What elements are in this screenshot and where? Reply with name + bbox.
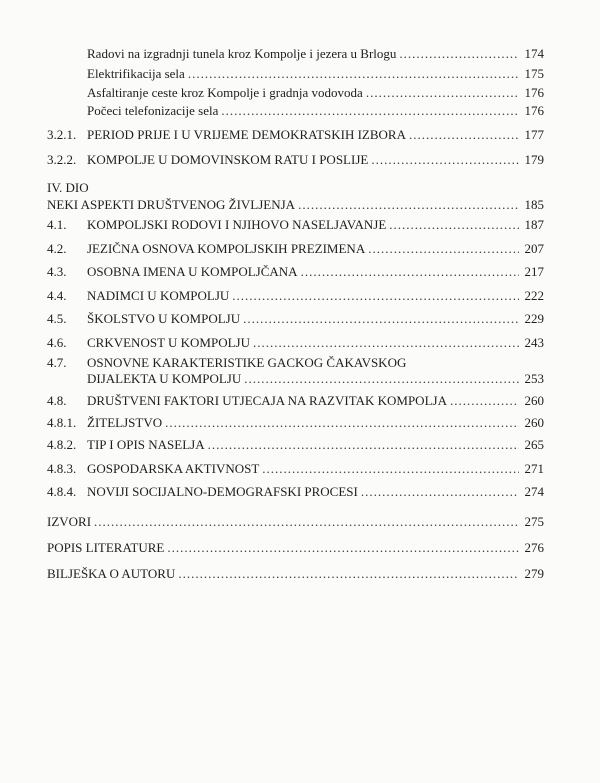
toc-entry-page: 175 xyxy=(524,66,544,81)
toc-entry-number: 4.2. xyxy=(47,241,67,256)
leader-dots xyxy=(361,483,519,501)
toc-entry-title: Počeci telefonizacije sela xyxy=(87,103,219,118)
leader-dots xyxy=(253,334,519,352)
toc-entry xyxy=(47,436,544,454)
toc-entry-page: 253 xyxy=(524,371,544,386)
toc-entry-title: IZVORI xyxy=(47,514,92,529)
toc-entry-number: 3.2.1. xyxy=(47,127,77,142)
toc-entry xyxy=(47,392,544,410)
leader-dots xyxy=(366,84,519,102)
toc-entry-page: 176 xyxy=(524,103,544,118)
toc-entry-page: 176 xyxy=(524,85,544,100)
leader-dots xyxy=(301,263,519,281)
toc-entry xyxy=(47,483,544,501)
toc-entry-title: DIJALEKTA U KOMPOLJU xyxy=(87,371,242,386)
leader-dots xyxy=(243,310,519,328)
toc-entry-number: 4.8.1. xyxy=(47,415,77,430)
toc-entry-title: NEKI ASPEKTI DRUŠTVENOG ŽIVLJENJA xyxy=(47,197,296,212)
toc-entry-title: TIP I OPIS NASELJA xyxy=(87,437,205,452)
leader-dots xyxy=(368,240,519,258)
toc-entry-page: 265 xyxy=(524,437,544,452)
toc-entry-title: POPIS LITERATURE xyxy=(47,540,165,555)
toc-entry-title: OSOBNA IMENA U KOMPOLJČANA xyxy=(87,264,298,279)
toc-entry-page: 274 xyxy=(524,484,544,499)
leader-dots xyxy=(188,65,519,83)
leader-dots xyxy=(94,513,519,531)
toc-entry-title: PERIOD PRIJE I U VRIJEME DEMOKRATSKIH IZBORA xyxy=(87,127,406,142)
toc-entry-page: 177 xyxy=(524,127,544,142)
toc-entry-title: GOSPODARSKA AKTIVNOST xyxy=(87,461,260,476)
leader-dots xyxy=(389,216,519,234)
part-heading: IV. DIO xyxy=(47,180,89,195)
toc-entry-page: 260 xyxy=(524,415,544,430)
toc-entry xyxy=(47,65,544,83)
toc-entry-page: 276 xyxy=(524,540,544,555)
toc-entry-number: 4.7. xyxy=(47,355,67,370)
leader-dots xyxy=(178,565,519,583)
leader-dots xyxy=(208,436,519,454)
toc-entry xyxy=(47,126,544,144)
toc-entry-page: 217 xyxy=(524,264,544,279)
toc-entry-number: 4.6. xyxy=(47,335,67,350)
toc-entry-title: CRKVENOST U KOMPOLJU xyxy=(87,335,251,350)
toc-entry-title: KOMPOLJSKI RODOVI I NJIHOVO NASELJAVANJE xyxy=(87,217,387,232)
toc-entry xyxy=(47,513,544,531)
toc-entry-title: Asfaltiranje ceste kroz Kompolje i gradnja vodovoda xyxy=(87,85,363,100)
toc-entry-page: 260 xyxy=(524,393,544,408)
toc-entry-number: 4.3. xyxy=(47,264,67,279)
toc-entry xyxy=(47,45,544,63)
toc-entry-title: ŠKOLSTVO U KOMPOLJU xyxy=(87,311,241,326)
toc-entry xyxy=(47,287,544,305)
toc-entry-title: NOVIJI SOCIJALNO-DEMOGRAFSKI PROCESI xyxy=(87,484,358,499)
toc-entry-number: 4.8.3. xyxy=(47,461,77,476)
leader-dots xyxy=(165,414,519,432)
leader-dots xyxy=(450,392,519,410)
toc-entry-page: 229 xyxy=(524,311,544,326)
toc-entry-title: BILJEŠKA O AUTORU xyxy=(47,566,176,581)
toc-entry-page: 243 xyxy=(524,335,544,350)
toc-entry-page: 271 xyxy=(524,461,544,476)
toc-entry-title: DRUŠTVENI FAKTORI UTJECAJA NA RAZVITAK KOMPOLJA xyxy=(87,393,447,408)
toc-entry xyxy=(47,414,544,432)
toc-entry xyxy=(47,102,544,120)
toc-entry xyxy=(47,539,544,557)
leader-dots xyxy=(262,460,519,478)
toc-entry-page: 185 xyxy=(524,197,544,212)
toc-entry-title: KOMPOLJE U DOMOVINSKOM RATU I POSLIJE xyxy=(87,152,369,167)
toc-entry xyxy=(47,370,544,388)
leader-dots xyxy=(244,370,519,388)
toc-entry-page: 187 xyxy=(524,217,544,232)
toc-entry-number: 4.8.4. xyxy=(47,484,77,499)
toc-entry xyxy=(47,216,544,234)
toc-entry-page: 222 xyxy=(524,288,544,303)
leader-dots xyxy=(409,126,519,144)
leader-dots xyxy=(167,539,519,557)
toc-entry xyxy=(47,196,544,214)
toc-entry xyxy=(47,151,544,169)
toc-entry xyxy=(47,460,544,478)
toc-entry-page: 207 xyxy=(524,241,544,256)
toc-entry-title: Radovi na izgradnji tunela kroz Kompolje i jezera u Brlogu xyxy=(87,46,397,61)
toc-entry xyxy=(47,263,544,281)
leader-dots xyxy=(371,151,519,169)
toc-entry-title: Elektrifikacija sela xyxy=(87,66,185,81)
toc-entry-number: 4.5. xyxy=(47,311,67,326)
leader-dots xyxy=(232,287,519,305)
leader-dots xyxy=(221,102,519,120)
toc-entry-number: 4.1. xyxy=(47,217,67,232)
toc-entry-title: NADIMCI U KOMPOLJU xyxy=(87,288,230,303)
toc-entry-number: 3.2.2. xyxy=(47,152,77,167)
leader-dots xyxy=(298,196,519,214)
toc-entry-number: 4.8. xyxy=(47,393,67,408)
leader-dots xyxy=(399,45,519,63)
toc-entry-number: 4.8.2. xyxy=(47,437,77,452)
toc-entry-title: ŽITELJSTVO xyxy=(87,415,163,430)
toc-entry-number: 4.4. xyxy=(47,288,67,303)
toc-entry xyxy=(47,310,544,328)
toc-entry-page: 279 xyxy=(524,566,544,581)
toc-entry-title-line1: OSNOVNE KARAKTERISTIKE GACKOG ČAKAVSKOG xyxy=(87,355,407,370)
toc-entry-page: 174 xyxy=(524,46,544,61)
toc-entry xyxy=(47,565,544,583)
toc-entry xyxy=(47,84,544,102)
toc-entry-title: JEZIČNA OSNOVA KOMPOLJSKIH PREZIMENA xyxy=(87,241,366,256)
toc-entry-page: 275 xyxy=(524,514,544,529)
toc-entry-page: 179 xyxy=(524,152,544,167)
toc-entry xyxy=(47,334,544,352)
toc-entry xyxy=(47,240,544,258)
